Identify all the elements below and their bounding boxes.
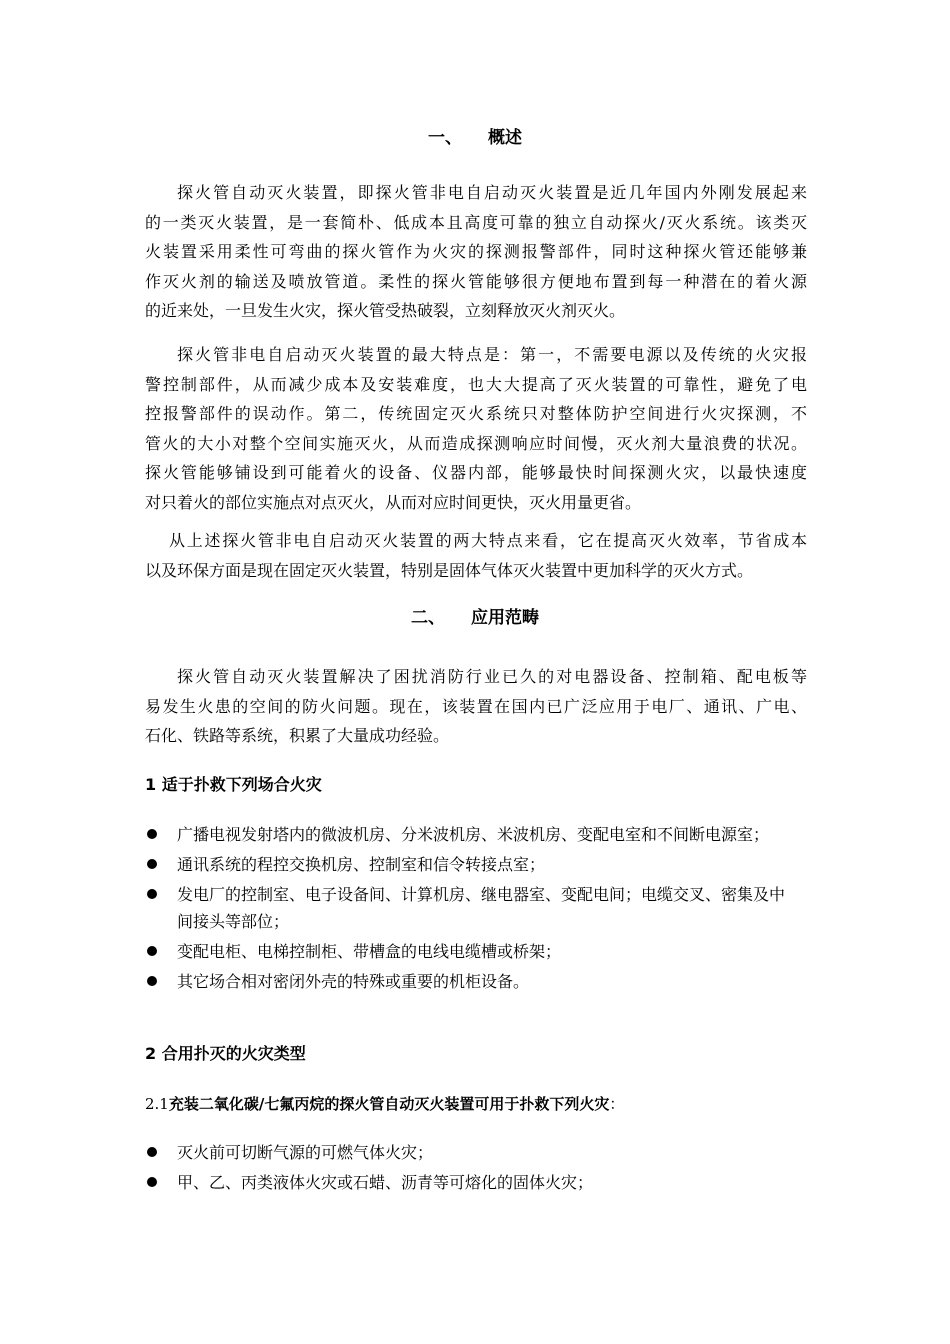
bullet-icon [147, 859, 157, 869]
section-1-heading [0, 126, 950, 150]
text-line: 探火管非电自启动灭火装置的最大特点是：第一，不需要电源以及传统的火灾报 [177, 345, 807, 364]
subsection-2-1-text: 充装二氧化碳/七氟丙烷的探火管自动灭火装置可用于扑救下列火灾 [168, 1095, 610, 1113]
list-item-text: 发电厂的控制室、电子设备间、计算机房、继电器室、变配电间；电缆交叉、密集及中间接头等部位； [177, 885, 786, 931]
subsection-1-heading: 1 适于扑救下列场合火灾 [145, 775, 322, 794]
overview-paragraph-3 [145, 526, 807, 585]
section-1-number: 一、 [428, 128, 462, 148]
text-line: 火装置采用柔性可弯曲的探火管作为火灾的探测报警部件，同时这种探火管还能够兼 [145, 242, 807, 261]
list-item [145, 881, 807, 935]
text-line: 对只着火的部位实施点对点灭火，从而对应时间更快，灭火用量更省。 [145, 492, 642, 512]
bullet-icon [147, 946, 157, 956]
text-line: 的近来处，一旦发生火灾，探火管受热破裂，立刻释放灭火剂灭火。 [145, 301, 626, 320]
bullet-icon [147, 829, 157, 839]
overview-paragraph-2 [145, 340, 807, 517]
subsection-2-1-number: 2.1 [145, 1095, 169, 1113]
text-line: 从上述探火管非电自启动灭火装置的两大特点来看，它在提高灭火效率，节省成本 [169, 531, 807, 550]
list-item [145, 938, 807, 965]
text-line: 石化、铁路等系统，积累了大量成功经验。 [145, 726, 450, 745]
text-line: 警控制部件，从而减少成本及安装难度，也大大提高了灭火装置的可靠性，避免了电 [145, 374, 807, 394]
overview-paragraph-1 [145, 178, 807, 326]
section-1-title: 概述 [488, 128, 522, 148]
applicable-sites-list [145, 821, 807, 998]
section-2-heading [0, 606, 950, 630]
text-line: 的一类灭火装置，是一套简朴、低成本且高度可靠的独立自动探火/灭火系统。该类灭 [145, 212, 807, 232]
text-line: 易发生火患的空间的防火问题。现在，该装置在国内已广泛应用于电厂、通讯、广电、 [145, 696, 807, 716]
text-line: 作灭火剂的输送及喷放管道。柔性的探火管能够很方便地布置到每一种潜在的着火源 [145, 271, 807, 291]
list-item-text: 灭火前可切断气源的可燃气体火灾； [177, 1143, 434, 1162]
list-item [145, 821, 807, 848]
list-item [145, 1169, 807, 1196]
list-item [145, 968, 807, 995]
text-line: 探火管自动灭火装置，即探火管非电自启动灭火装置是近几年国内外刚发展起来 [177, 183, 807, 202]
bullet-icon [147, 976, 157, 986]
section-2-title: 应用范畴 [471, 608, 539, 628]
text-line: 探火管能够铺设到可能着火的设备、仪器内部，能够最快时间探测火灾，以最快速度 [145, 463, 807, 482]
text-line: 探火管自动灭火装置解决了困扰消防行业已久的对电器设备、控制箱、配电板等 [177, 667, 807, 686]
list-item [145, 1139, 807, 1166]
bullet-icon [147, 1147, 157, 1157]
text-line: 管火的大小对整个空间实施灭火，从而造成探测响应时间慢，灭火剂大量浪费的状况。 [145, 433, 807, 453]
list-item [145, 851, 807, 878]
list-item-text: 通讯系统的程控交换机房、控制室和信令转接点室； [177, 855, 546, 874]
subsection-2-1-colon: ： [609, 1095, 625, 1113]
bullet-icon [147, 889, 157, 899]
scope-paragraph-1 [145, 662, 807, 751]
list-item-text: 变配电柜、电梯控制柜、带槽盒的电线电缆槽或桥架； [177, 942, 562, 961]
list-item-text: 其它场合相对密闭外壳的特殊或重要的机柜设备。 [177, 972, 530, 991]
text-line: 以及环保方面是现在固定灭火装置，特别是固体气体灭火装置中更加科学的灭火方式。 [145, 560, 754, 580]
list-item-text: 广播电视发射塔内的微波机房、分米波机房、米波机房、变配电室和不间断电源室； [177, 825, 770, 844]
subsection-2-heading: 2 合用扑灭的火灾类型 [145, 1044, 306, 1063]
list-item-text: 甲、乙、丙类液体火灾或石蜡、沥青等可熔化的固体火灾； [177, 1173, 594, 1192]
fire-types-list [145, 1139, 807, 1199]
text-line: 控报警部件的误动作。第二，传统固定灭火系统只对整体防护空间进行火灾探测，不 [145, 404, 807, 423]
section-2-number: 二、 [411, 608, 445, 628]
subsection-2-1-heading [145, 1093, 624, 1115]
bullet-icon [147, 1177, 157, 1187]
